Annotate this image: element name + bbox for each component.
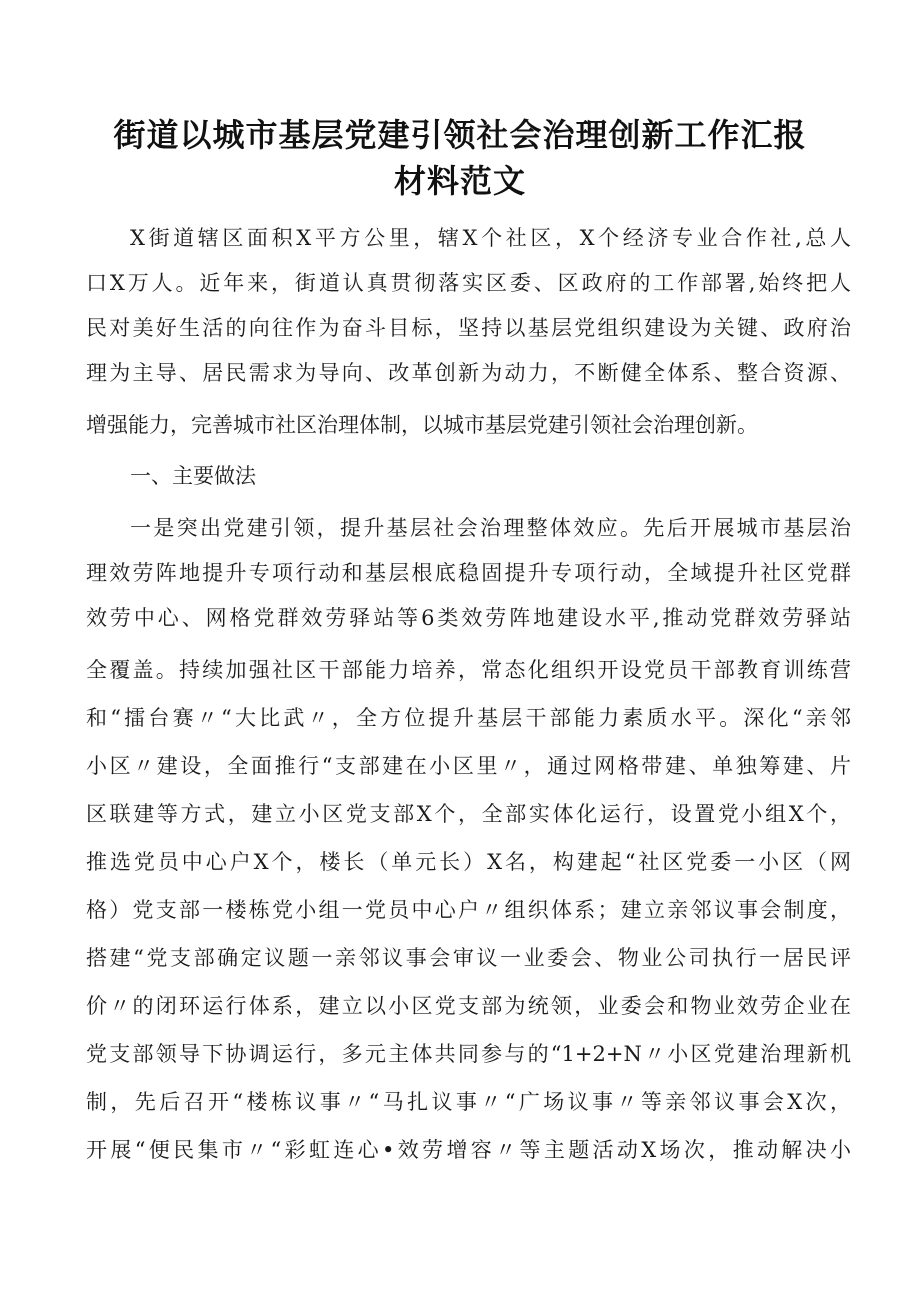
- paragraph-line: 搭建“党支部确定议题一亲邻议事会审议一业委会、物业公司执行一居民评: [86, 946, 851, 970]
- document-title-line-2: 材料范文: [393, 162, 526, 200]
- paragraph-line: X街道辖区面积X平方公里，辖X个社区，X个经济专业合作社,总人: [130, 226, 851, 250]
- paragraph-line: 区联建等方式，建立小区党支部X个，全部实体化运行，设置党小组X个，: [86, 802, 851, 826]
- paragraph-line: 民对美好生活的向往作为奋斗目标，坚持以基层党组织建设为关键、政府治: [86, 316, 851, 340]
- paragraph-line: 效劳中心、网格党群效劳驿站等6类效劳阵地建设水平,推动党群效劳驿站: [86, 606, 851, 630]
- document-title-line-1: 街道以城市基层党建引领社会治理创新工作汇报: [113, 116, 807, 154]
- paragraph-line: 增强能力，完善城市社区治理体制，以城市基层党建引领社会治理创新。: [86, 413, 758, 437]
- paragraph-line: 党支部领导下协调运行，多元主体共同参与的“1+2+N〃小区党建治理新机: [86, 1042, 851, 1066]
- paragraph-line: 制，先后召开“楼栋议事〃“马扎议事〃“广场议事〃等亲邻议事会X次，: [86, 1090, 851, 1114]
- paragraph-line: 格）党支部一楼栋党小组一党员中心户〃组织体系；建立亲邻议事会制度，: [86, 898, 851, 922]
- paragraph-line: 价〃的闭环运行体系，建立以小区党支部为统领，业委会和物业效劳企业在: [86, 994, 851, 1018]
- paragraph-line: 推选党员中心户X个，楼长（单元长）X名，构建起“社区党委一小区（网: [86, 850, 851, 874]
- paragraph-line: 全覆盖。持续加强社区干部能力培养，常态化组织开设党员干部教育训练营: [86, 658, 851, 682]
- paragraph-line: 理为主导、居民需求为导向、改革创新为动力，不断健全体系、整合资源、: [86, 361, 851, 385]
- paragraph-line: 理效劳阵地提升专项行动和基层根底稳固提升专项行动，全域提升社区党群: [86, 561, 851, 585]
- paragraph-line: 和“擂台赛〃“大比武〃，全方位提升基层干部能力素质水平。深化“亲邻: [86, 706, 851, 730]
- paragraph-line: 开展“便民集市〃“彩虹连心•效劳增容〃等主题活动X场次，推动解决小: [86, 1138, 851, 1162]
- paragraph-line: 口X万人。近年来，街道认真贯彻落实区委、区政府的工作部署,始终把人: [86, 271, 851, 295]
- section-heading: 一、主要做法: [130, 464, 256, 488]
- paragraph-line: 一是突出党建引领，提升基层社会治理整体效应。先后开展城市基层治: [130, 516, 851, 540]
- paragraph-line: 小区〃建设，全面推行“支部建在小区里〃，通过网格带建、单独筹建、片: [86, 754, 851, 778]
